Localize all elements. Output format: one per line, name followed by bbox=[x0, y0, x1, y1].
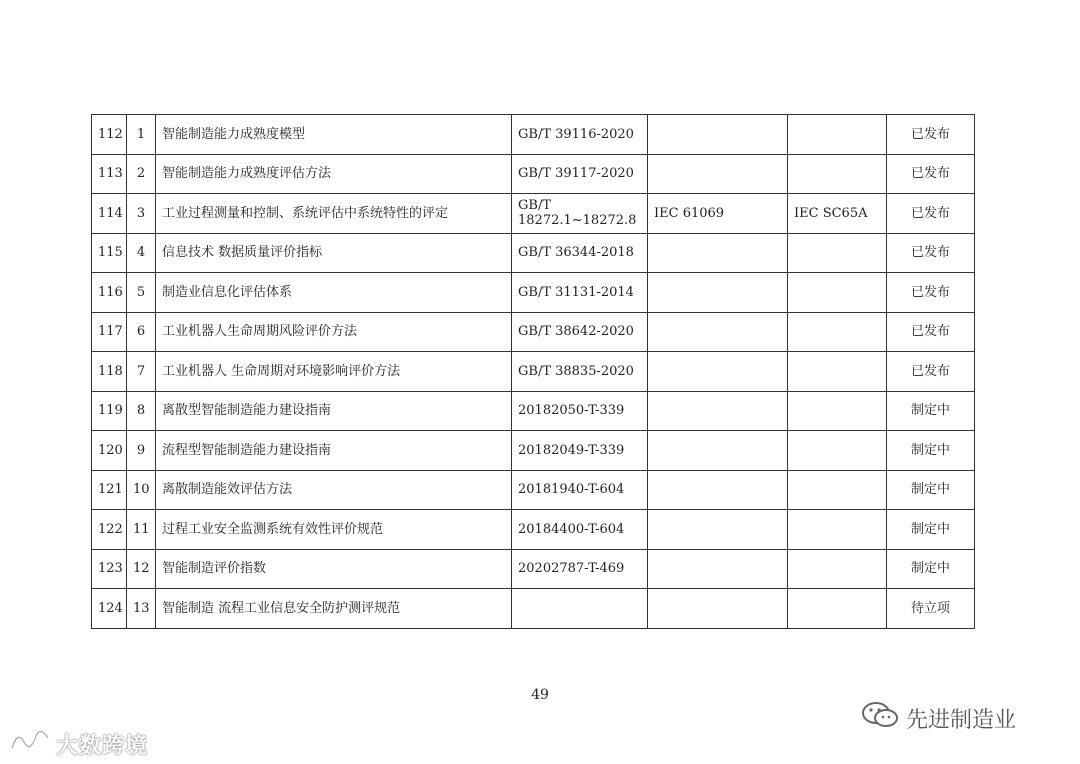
status-cell: 制定中 bbox=[887, 470, 975, 510]
standard-code-cell: 20184400-T-604 bbox=[512, 510, 648, 550]
intl-org-cell: IEC SC65A bbox=[788, 194, 887, 234]
intl-org-cell bbox=[788, 352, 887, 392]
standard-code-cell: GB/T 38835-2020 bbox=[512, 352, 648, 392]
standard-code-cell: 20181940-T-604 bbox=[512, 470, 648, 510]
table-row bbox=[92, 194, 975, 234]
table-row bbox=[92, 115, 975, 155]
row-number-cell: 117 bbox=[92, 312, 127, 352]
standard-code-cell: 20182050-T-339 bbox=[512, 391, 648, 431]
row-number-cell: 114 bbox=[92, 194, 127, 234]
status-cell: 待立项 bbox=[887, 589, 975, 629]
table-row bbox=[92, 589, 975, 629]
standard-name-cell: 智能制造能力成熟度评估方法 bbox=[156, 154, 512, 194]
table-row bbox=[92, 470, 975, 510]
watermark-left bbox=[8, 728, 148, 760]
status-cell: 制定中 bbox=[887, 431, 975, 471]
standard-code-cell: GB/T 18272.1~18272.8 bbox=[512, 194, 648, 234]
status-cell: 制定中 bbox=[887, 510, 975, 550]
intl-standard-cell bbox=[648, 312, 788, 352]
standard-code-cell: GB/T 39117-2020 bbox=[512, 154, 648, 194]
standard-name-cell: 智能制造评价指数 bbox=[156, 549, 512, 589]
table-row bbox=[92, 391, 975, 431]
standard-code-cell: GB/T 38642-2020 bbox=[512, 312, 648, 352]
table-row bbox=[92, 312, 975, 352]
standard-name-cell: 离散型智能制造能力建设指南 bbox=[156, 391, 512, 431]
status-cell: 已发布 bbox=[887, 312, 975, 352]
item-index-cell: 4 bbox=[127, 233, 156, 273]
status-cell: 已发布 bbox=[887, 194, 975, 234]
standard-name-cell: 制造业信息化评估体系 bbox=[156, 273, 512, 313]
status-cell: 已发布 bbox=[887, 352, 975, 392]
intl-standard-cell bbox=[648, 154, 788, 194]
intl-org-cell bbox=[788, 470, 887, 510]
standard-name-cell: 流程型智能制造能力建设指南 bbox=[156, 431, 512, 471]
standard-name-cell: 工业机器人 生命周期对环境影响评价方法 bbox=[156, 352, 512, 392]
standard-name-cell: 信息技术 数据质量评价指标 bbox=[156, 233, 512, 273]
standard-name-cell: 智能制造能力成熟度模型 bbox=[156, 115, 512, 155]
intl-standard-cell bbox=[648, 233, 788, 273]
table-row bbox=[92, 352, 975, 392]
standard-code-cell: GB/T 39116-2020 bbox=[512, 115, 648, 155]
standard-name-cell: 工业机器人生命周期风险评价方法 bbox=[156, 312, 512, 352]
standard-code-cell: 20202787-T-469 bbox=[512, 549, 648, 589]
item-index-cell: 3 bbox=[127, 194, 156, 234]
watermark-right-text: 先进制造业 bbox=[906, 707, 1017, 733]
intl-standard-cell bbox=[648, 549, 788, 589]
status-cell: 制定中 bbox=[887, 549, 975, 589]
standards-table bbox=[91, 114, 975, 629]
standard-code-cell bbox=[512, 589, 648, 629]
item-index-cell: 13 bbox=[127, 589, 156, 629]
standard-name-cell: 工业过程测量和控制、系统评估中系统特性的评定 bbox=[156, 194, 512, 234]
intl-org-cell bbox=[788, 391, 887, 431]
status-cell: 已发布 bbox=[887, 115, 975, 155]
intl-org-cell bbox=[788, 233, 887, 273]
wechat-icon bbox=[860, 700, 900, 736]
row-number-cell: 112 bbox=[92, 115, 127, 155]
intl-org-cell bbox=[788, 510, 887, 550]
standard-code-cell: GB/T 31131-2014 bbox=[512, 273, 648, 313]
row-number-cell: 120 bbox=[92, 431, 127, 471]
item-index-cell: 12 bbox=[127, 549, 156, 589]
intl-standard-cell bbox=[648, 431, 788, 471]
table-row bbox=[92, 233, 975, 273]
intl-standard-cell bbox=[648, 273, 788, 313]
item-index-cell: 2 bbox=[127, 154, 156, 194]
intl-org-cell bbox=[788, 589, 887, 629]
intl-org-cell bbox=[788, 431, 887, 471]
item-index-cell: 10 bbox=[127, 470, 156, 510]
watermark-right bbox=[860, 700, 1016, 736]
intl-org-cell bbox=[788, 273, 887, 313]
intl-standard-cell bbox=[648, 589, 788, 629]
intl-standard-cell bbox=[648, 470, 788, 510]
watermark-left-text: 大数跨境 bbox=[56, 733, 149, 759]
intl-org-cell bbox=[788, 154, 887, 194]
item-index-cell: 9 bbox=[127, 431, 156, 471]
table-row bbox=[92, 154, 975, 194]
status-cell: 已发布 bbox=[887, 233, 975, 273]
table-row bbox=[92, 431, 975, 471]
table-row bbox=[92, 273, 975, 313]
intl-standard-cell bbox=[648, 352, 788, 392]
intl-standard-cell bbox=[648, 115, 788, 155]
standard-code-cell: GB/T 36344-2018 bbox=[512, 233, 648, 273]
status-cell: 已发布 bbox=[887, 273, 975, 313]
item-index-cell: 11 bbox=[127, 510, 156, 550]
page-number: 49 bbox=[531, 687, 549, 703]
row-number-cell: 118 bbox=[92, 352, 127, 392]
item-index-cell: 1 bbox=[127, 115, 156, 155]
intl-org-cell bbox=[788, 549, 887, 589]
row-number-cell: 119 bbox=[92, 391, 127, 431]
item-index-cell: 8 bbox=[127, 391, 156, 431]
item-index-cell: 7 bbox=[127, 352, 156, 392]
intl-standard-cell bbox=[648, 510, 788, 550]
intl-standard-cell: IEC 61069 bbox=[648, 194, 788, 234]
standard-name-cell: 智能制造 流程工业信息安全防护测评规范 bbox=[156, 589, 512, 629]
intl-org-cell bbox=[788, 312, 887, 352]
standard-code-cell: 20182049-T-339 bbox=[512, 431, 648, 471]
intl-standard-cell bbox=[648, 391, 788, 431]
standard-name-cell: 过程工业安全监测系统有效性评价规范 bbox=[156, 510, 512, 550]
row-number-cell: 123 bbox=[92, 549, 127, 589]
row-number-cell: 124 bbox=[92, 589, 127, 629]
row-number-cell: 115 bbox=[92, 233, 127, 273]
watermark-logo-icon bbox=[8, 728, 52, 760]
table-row bbox=[92, 549, 975, 589]
status-cell: 制定中 bbox=[887, 391, 975, 431]
row-number-cell: 116 bbox=[92, 273, 127, 313]
row-number-cell: 113 bbox=[92, 154, 127, 194]
row-number-cell: 121 bbox=[92, 470, 127, 510]
row-number-cell: 122 bbox=[92, 510, 127, 550]
intl-org-cell bbox=[788, 115, 887, 155]
standard-name-cell: 离散制造能效评估方法 bbox=[156, 470, 512, 510]
item-index-cell: 5 bbox=[127, 273, 156, 313]
item-index-cell: 6 bbox=[127, 312, 156, 352]
table-row bbox=[92, 510, 975, 550]
status-cell: 已发布 bbox=[887, 154, 975, 194]
